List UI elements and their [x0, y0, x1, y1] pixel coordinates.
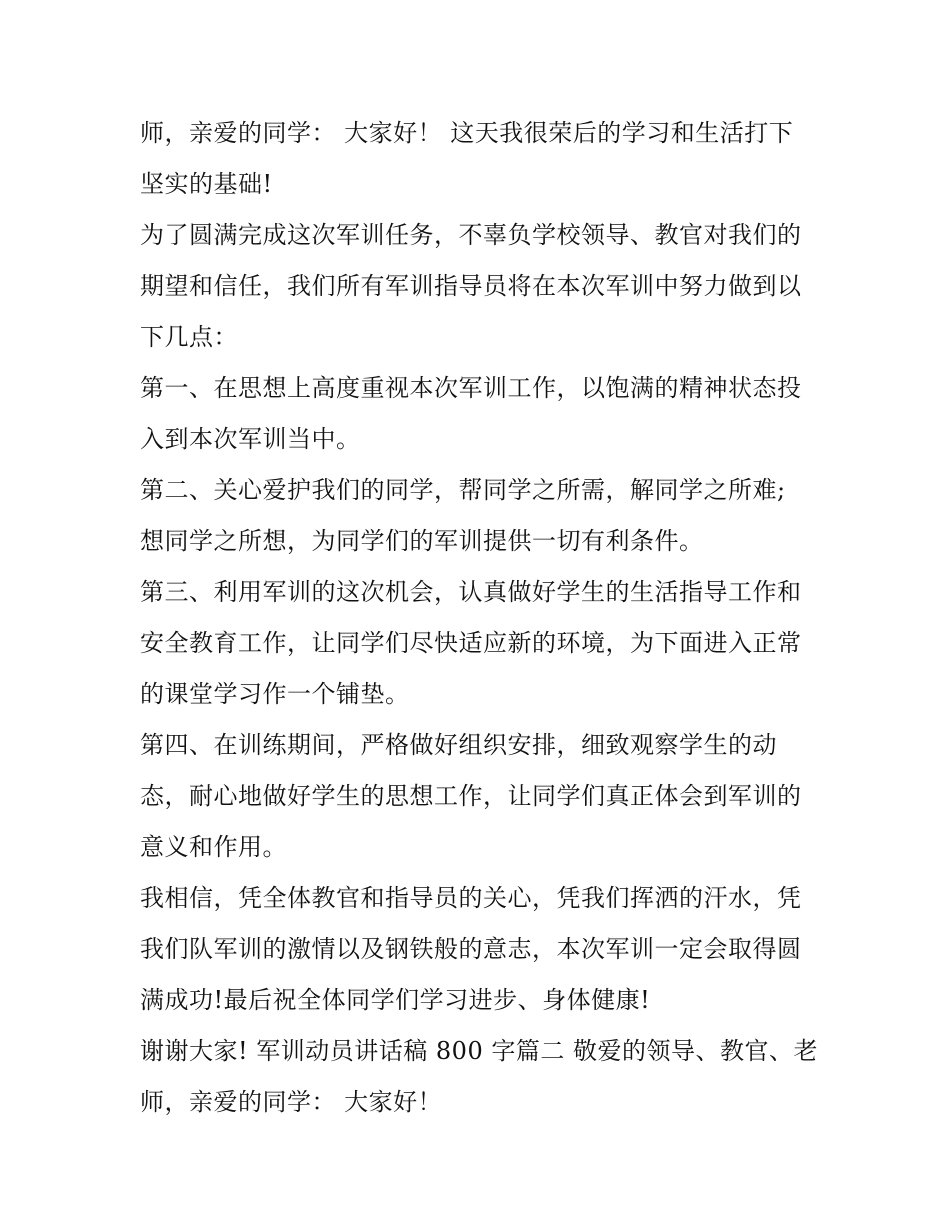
text-line: 为了圆满完成这次军训任务，不辜负学校领导、教官对我们的: [140, 221, 802, 249]
text-line: 下几点：: [140, 323, 238, 351]
text-line: 我相信，凭全体教官和指导员的关心，凭我们挥洒的汗水，凭: [140, 884, 802, 912]
text-line: 安全教育工作，让同学们尽快适应新的环境，为下面进入正常: [140, 629, 802, 657]
text-line: 师，亲爱的同学： 大家好！ 这天我很荣后的学习和生活打下: [140, 119, 794, 147]
text-line: 满成功!最后祝全体同学们学习进步、身体健康!: [140, 986, 651, 1014]
text-line: 第二、关心爱护我们的同学，帮同学之所需，解同学之所难;: [140, 476, 786, 504]
text-line: 第一、在思想上高度重视本次军训工作，以饱满的精神状态投: [140, 374, 802, 402]
text-line: 第四、在训练期间，严格做好组织安排，细致观察学生的动: [140, 731, 777, 759]
text-line: 师，亲爱的同学： 大家好！: [140, 1088, 443, 1116]
text-line: 意义和作用。: [140, 833, 287, 861]
text-line: 坚实的基础!: [140, 170, 273, 198]
text-line: 态，耐心地做好学生的思想工作，让同学们真正体会到军训的: [140, 782, 802, 810]
text-line: 我们队军训的激情以及钢铁般的意志，本次军训一定会取得圆: [140, 935, 802, 963]
text-line: 期望和信任，我们所有军训指导员将在本次军训中努力做到以: [140, 272, 802, 300]
document-body: [140, 108, 820, 1128]
text-line: 谢谢大家! 军训动员讲话稿 800 字篇二 敬爱的领导、教官、老: [140, 1037, 818, 1065]
text-line: 第三、利用军训的这次机会，认真做好学生的生活指导工作和: [140, 578, 802, 606]
text-line: 想同学之所想，为同学们的军训提供一切有利条件。: [140, 527, 704, 555]
text-line: 入到本次军训当中。: [140, 425, 361, 453]
text-line: 的课堂学习作一个铺垫。: [140, 680, 410, 708]
